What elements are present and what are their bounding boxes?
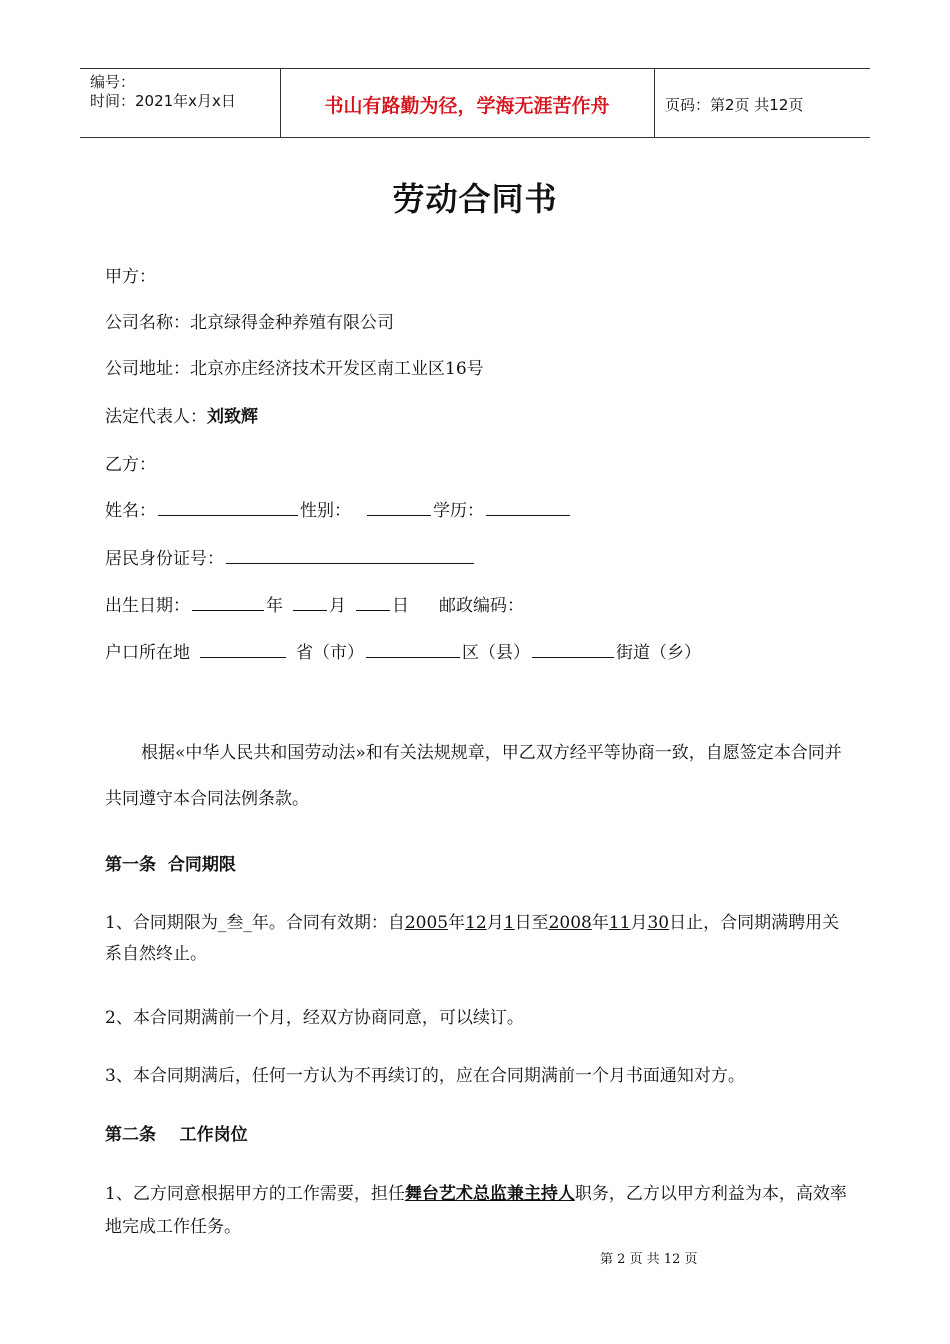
header-center-cell: [280, 69, 655, 137]
item1-month-suffix-2: 月: [630, 913, 648, 933]
legal-representative: [105, 402, 258, 427]
item1-text-c: 日止，合同期满聘用关系自然终止。: [105, 913, 840, 964]
id-blank[interactable]: [226, 545, 474, 564]
start-year: 2005: [404, 913, 449, 933]
job-position: 舞台艺术总监兼主持人: [404, 1184, 575, 1204]
item1-day-suffix: 日至: [514, 913, 549, 933]
province-label: 省（市）: [296, 643, 364, 663]
hukou-line: [105, 638, 701, 663]
header-page-info: 页码：第2页 共12页: [665, 96, 804, 114]
name-blank[interactable]: [158, 497, 298, 516]
province-blank[interactable]: [200, 639, 286, 658]
birth-month-blank[interactable]: [293, 592, 327, 611]
birth-label: 出生日期：: [105, 596, 190, 616]
day-label: 日: [392, 596, 409, 616]
birth-year-blank[interactable]: [192, 592, 264, 611]
article2-item1: [105, 1178, 850, 1244]
company-address: 公司地址：北京亦庄经济技术开发区南工业区16号: [105, 359, 484, 379]
end-year: 2008: [548, 913, 592, 933]
item1-text-a: 1、合同期限为_: [105, 913, 227, 933]
street-blank[interactable]: [532, 639, 614, 658]
hukou-label: 户口所在地: [105, 643, 190, 663]
article2-text-b: 职务，乙方以甲方利益为本，高效率地完成工作任务。: [105, 1184, 847, 1237]
start-month: 12: [465, 913, 487, 933]
doc-number-label: 编号：: [90, 73, 136, 91]
contract-years: 叁: [226, 913, 244, 933]
name-gender-education-line: [105, 496, 572, 521]
doc-date: 时间：2021年x月x日: [90, 92, 236, 110]
name-label: 姓名：: [105, 501, 156, 521]
article2-text-a: 1、乙方同意根据甲方的工作需要，担任: [105, 1184, 405, 1204]
article1-item3: 3、本合同期满后，任何一方认为不再续订的，应在合同期满前一个月书面通知对方。: [105, 1066, 745, 1086]
party-a-label: 甲方：: [105, 267, 156, 287]
gender-blank[interactable]: [367, 497, 431, 516]
district-label: 区（县）: [462, 643, 530, 663]
header-motto: 书山有路勤为径，学海无涯苦作舟: [324, 95, 610, 117]
item1-year-suffix-2: 年: [591, 913, 609, 933]
gender-label: 性别：: [300, 501, 351, 521]
item1-month-suffix: 月: [486, 913, 504, 933]
item1-year-suffix: 年: [448, 913, 466, 933]
id-number-line: [105, 544, 476, 569]
page-footer: 第 2 页 共 12 页: [600, 1252, 698, 1267]
article1-item2: 2、本合同期满前一个月，经双方协商同意，可以续订。: [105, 1008, 524, 1028]
company-name: 公司名称：北京绿得金种养殖有限公司: [105, 313, 394, 333]
end-day: 30: [647, 913, 670, 933]
legal-rep-name: 刘致辉: [207, 407, 258, 427]
year-label: 年: [266, 596, 283, 616]
id-label: 居民身份证号：: [105, 549, 224, 569]
intro-paragraph: 根据«中华人民共和国劳动法»和有关法规规章，甲乙双方经平等协商一致，自愿签定本合同并共同遵守本合同法例条款。: [105, 743, 842, 809]
item1-text-b: _年。合同有效期：自: [243, 913, 405, 933]
header-right-cell: [655, 69, 870, 137]
education-label: 学历：: [433, 501, 484, 521]
postal-label: 邮政编码：: [439, 596, 524, 616]
article1-heading: 第一条 合同期限: [105, 855, 236, 875]
header-table: [80, 68, 870, 138]
birth-date-line: [105, 591, 524, 616]
party-b-label: 乙方：: [105, 455, 156, 475]
start-day: 1: [503, 913, 515, 933]
legal-rep-label: 法定代表人：: [105, 407, 207, 427]
document-title: 劳动合同书: [392, 180, 558, 218]
education-blank[interactable]: [486, 497, 570, 516]
header-left-cell: [80, 69, 281, 137]
street-label: 街道（乡）: [616, 643, 701, 663]
birth-day-blank[interactable]: [356, 592, 390, 611]
article1-item1: [105, 908, 850, 970]
district-blank[interactable]: [366, 639, 460, 658]
month-label: 月: [329, 596, 346, 616]
end-month: 11: [608, 913, 631, 933]
article2-heading: 第二条 工作岗位: [105, 1125, 248, 1145]
